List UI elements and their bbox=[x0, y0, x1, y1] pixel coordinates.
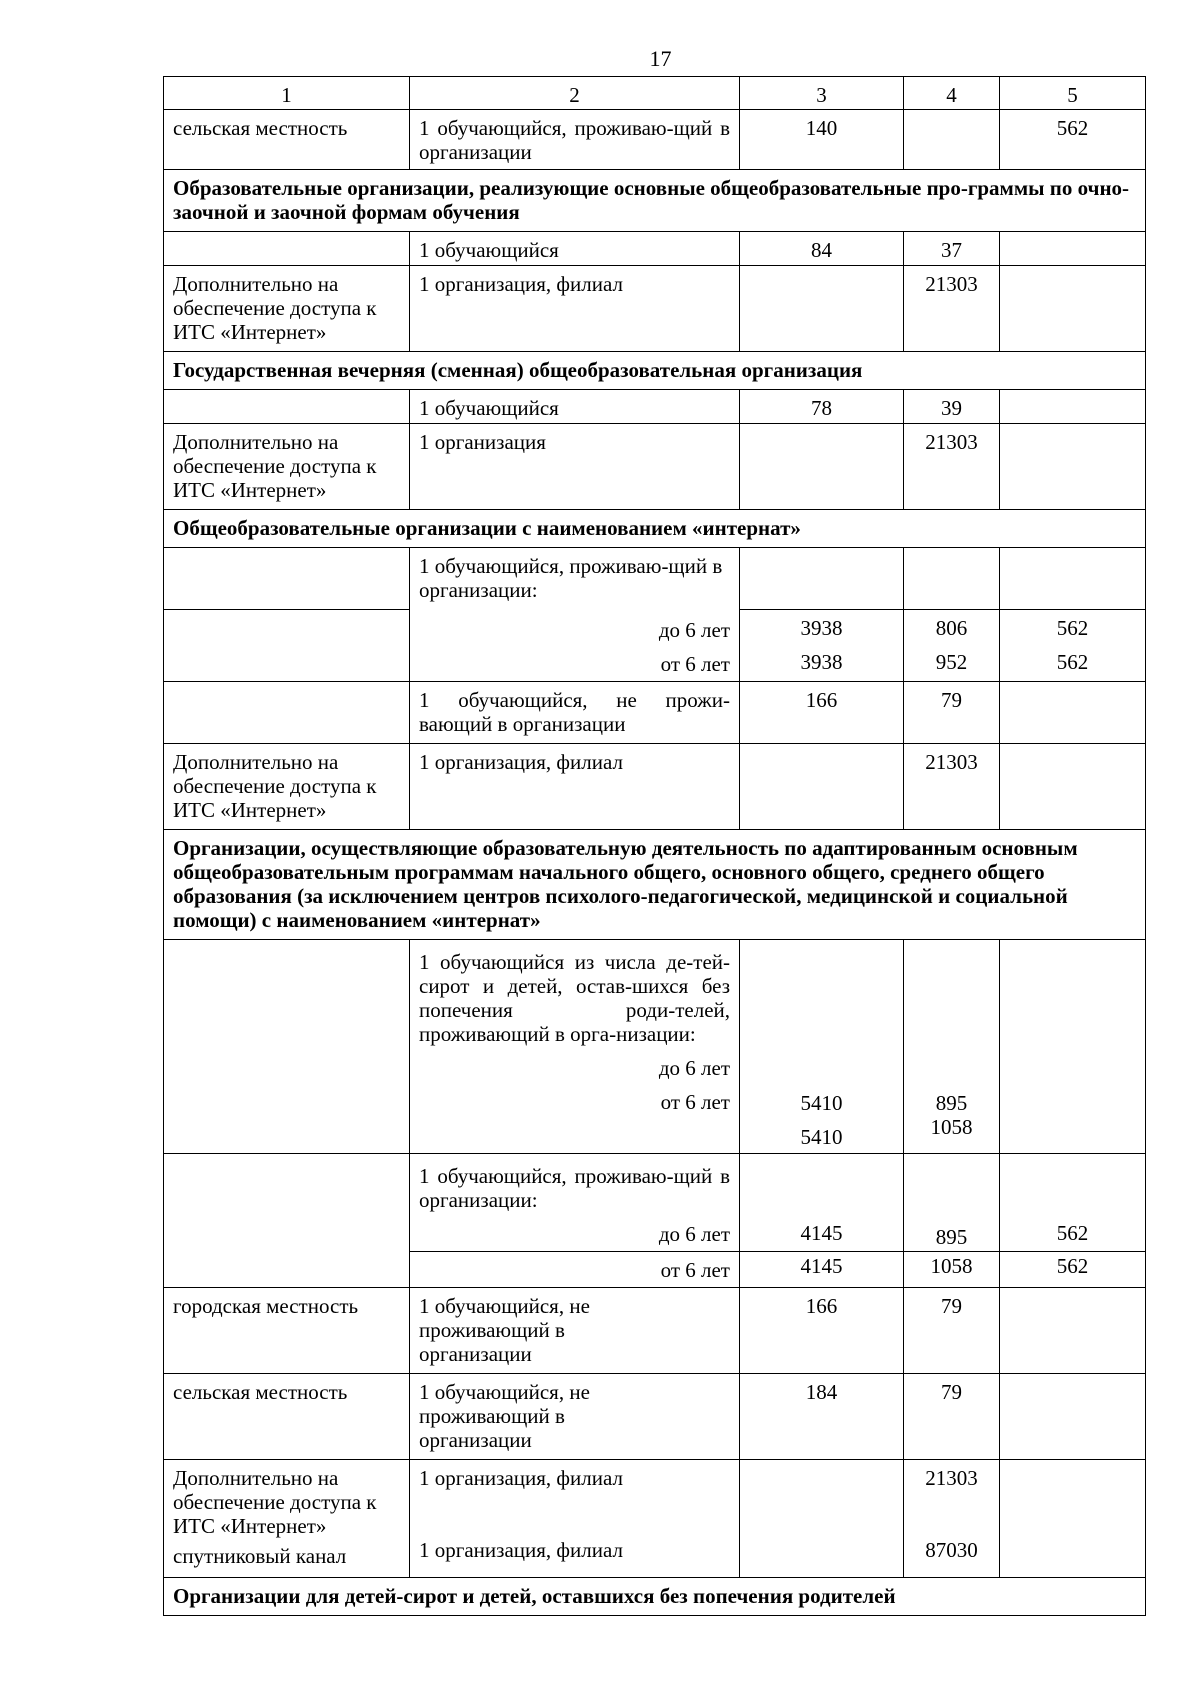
cell-value bbox=[904, 610, 1000, 682]
cell-unit bbox=[410, 1460, 740, 1578]
section-row bbox=[164, 1578, 1146, 1616]
value-text: 87030 bbox=[925, 1538, 978, 1562]
cell-unit bbox=[410, 940, 740, 1154]
value-text: 3938 bbox=[800, 616, 843, 640]
age-label: от 6 лет bbox=[660, 1258, 730, 1282]
cell-value: 166 bbox=[740, 1288, 904, 1374]
column-header: 5 bbox=[1000, 77, 1146, 110]
cell-value bbox=[1000, 610, 1146, 682]
column-header: 2 bbox=[410, 77, 740, 110]
value-text: 895 bbox=[935, 1091, 968, 1115]
age-label: до 6 лет bbox=[658, 618, 730, 642]
cell-value bbox=[904, 1460, 1000, 1578]
cell-value bbox=[1000, 390, 1146, 424]
value-text: 5410 bbox=[800, 1091, 843, 1115]
cell-value: 166 bbox=[740, 682, 904, 744]
cell-value: 37 bbox=[904, 232, 1000, 266]
table-header-row bbox=[164, 77, 1146, 110]
cell-category bbox=[164, 1154, 410, 1288]
cell-value: 21303 bbox=[904, 744, 1000, 830]
cell-unit bbox=[410, 548, 740, 682]
cell-category bbox=[164, 548, 410, 610]
value-text: 1058 bbox=[930, 1115, 973, 1139]
cell-value: 562 bbox=[1000, 110, 1146, 170]
cell-value bbox=[1000, 1460, 1146, 1578]
value-text: 806 bbox=[935, 616, 968, 640]
cell-category: городская местность bbox=[164, 1288, 410, 1374]
cell-unit bbox=[410, 1252, 740, 1288]
table-row bbox=[164, 390, 1146, 424]
value-text: 562 bbox=[1056, 616, 1089, 640]
cell-unit: 1 обучающийся, не проживающий в организации bbox=[410, 1288, 740, 1374]
cell-category: сельская местность bbox=[164, 1374, 410, 1460]
cell-category: Дополнительно на обеспечение доступа к ИТС «Интернет» bbox=[164, 744, 410, 830]
cell-value bbox=[1000, 424, 1146, 510]
table-row bbox=[164, 1154, 1146, 1252]
section-title: Государственная вечерняя (сменная) общеобразовательная организация bbox=[164, 352, 1146, 390]
cell-value: 1058 bbox=[904, 1252, 1000, 1288]
page-number: 17 bbox=[649, 46, 672, 71]
unit-text: 1 организация, филиал bbox=[419, 1538, 623, 1562]
section-row bbox=[164, 830, 1146, 940]
cell-value: 184 bbox=[740, 1374, 904, 1460]
cell-value bbox=[740, 744, 904, 830]
value-text: 21303 bbox=[925, 1466, 978, 1490]
section-row bbox=[164, 352, 1146, 390]
cell-value bbox=[740, 266, 904, 352]
cell-value bbox=[1000, 940, 1146, 1154]
cell-unit: 1 организация, филиал bbox=[410, 744, 740, 830]
cell-value bbox=[1000, 682, 1146, 744]
cell-value: 562 bbox=[1000, 1154, 1146, 1252]
cell-value: 4145 bbox=[740, 1154, 904, 1252]
cell-value bbox=[1000, 266, 1146, 352]
table-row bbox=[164, 682, 1146, 744]
section-title: Организации, осуществляющие образовательную деятельность по адаптированным основным общеобразовательным программам начального общего, основного общего, среднего общего образования (за исключением центров психолого-педагогической, медицинской и социальной помощи) с наименованием «интернат» bbox=[164, 830, 1146, 940]
tariff-table bbox=[163, 76, 1146, 1616]
cell-value bbox=[740, 610, 904, 682]
unit-text: 1 организация, филиал bbox=[419, 1466, 623, 1490]
unit-text: 1 обучающийся из числа де-тей-сирот и детей, остав-шихся без попечения роди-телей, проживающий в орга-низации: bbox=[419, 950, 730, 1046]
table-row bbox=[164, 232, 1146, 266]
cell-value bbox=[904, 110, 1000, 170]
cell-value bbox=[740, 940, 904, 1154]
cell-category bbox=[164, 232, 410, 266]
cell-value: 78 bbox=[740, 390, 904, 424]
cell-value: 79 bbox=[904, 1288, 1000, 1374]
cell-value bbox=[740, 548, 904, 610]
cell-value bbox=[1000, 744, 1146, 830]
category-text: Дополнительно на обеспечение доступа к ИТС «Интернет» bbox=[173, 1466, 377, 1538]
unit-text: 1 обучающийся, проживаю-щий в организации: bbox=[419, 554, 723, 602]
cell-value bbox=[740, 1460, 904, 1578]
cell-unit: 1 организация bbox=[410, 424, 740, 510]
section-title: Организации для детей-сирот и детей, оставшихся без попечения родителей bbox=[164, 1578, 1146, 1616]
table-row bbox=[164, 424, 1146, 510]
age-label: до 6 лет bbox=[658, 1056, 730, 1080]
age-label: от 6 лет bbox=[660, 1090, 730, 1114]
cell-category bbox=[164, 1460, 410, 1578]
cell-value: 39 bbox=[904, 390, 1000, 424]
section-row bbox=[164, 170, 1146, 232]
cell-unit: 1 обучающийся, не прожи-вающий в организации bbox=[410, 682, 740, 744]
cell-value: 79 bbox=[904, 682, 1000, 744]
cell-value bbox=[1000, 1374, 1146, 1460]
unit-text: 1 обучающийся, проживаю-щий в организации: bbox=[419, 1164, 730, 1212]
cell-category bbox=[164, 610, 410, 682]
value-text: 3938 bbox=[800, 650, 843, 674]
column-header: 3 bbox=[740, 77, 904, 110]
table-row bbox=[164, 940, 1146, 1154]
cell-value: 4145 bbox=[740, 1252, 904, 1288]
cell-category bbox=[164, 390, 410, 424]
cell-value: 562 bbox=[1000, 1252, 1146, 1288]
table-row bbox=[164, 1374, 1146, 1460]
cell-value: 79 bbox=[904, 1374, 1000, 1460]
cell-value bbox=[740, 424, 904, 510]
value-text: 562 bbox=[1056, 650, 1089, 674]
table-row bbox=[164, 266, 1146, 352]
cell-category: Дополнительно на обеспечение доступа к ИТС «Интернет» bbox=[164, 424, 410, 510]
cell-value: 21303 bbox=[904, 424, 1000, 510]
section-title: Общеобразовательные организации с наименованием «интернат» bbox=[164, 510, 1146, 548]
table-row bbox=[164, 110, 1146, 170]
table-row bbox=[164, 548, 1146, 610]
cell-category: сельская местность bbox=[164, 110, 410, 170]
table-row bbox=[164, 1288, 1146, 1374]
table-row bbox=[164, 1460, 1146, 1578]
cell-value: 140 bbox=[740, 110, 904, 170]
column-header: 1 bbox=[164, 77, 410, 110]
cell-unit: 1 обучающийся bbox=[410, 232, 740, 266]
section-title: Образовательные организации, реализующие основные общеобразовательные про-граммы по очно-заочной и заочной формам обучения bbox=[164, 170, 1146, 232]
cell-value bbox=[1000, 232, 1146, 266]
cell-unit: 1 обучающийся, не проживающий в организации bbox=[410, 1374, 740, 1460]
cell-value: 84 bbox=[740, 232, 904, 266]
column-header: 4 bbox=[904, 77, 1000, 110]
cell-category bbox=[164, 940, 410, 1154]
cell-unit: 1 обучающийся, проживаю-щий в организации bbox=[410, 110, 740, 170]
cell-unit bbox=[410, 1154, 740, 1252]
cell-value bbox=[1000, 548, 1146, 610]
cell-value: 21303 bbox=[904, 266, 1000, 352]
age-label: от 6 лет bbox=[660, 652, 730, 676]
cell-category: Дополнительно на обеспечение доступа к ИТС «Интернет» bbox=[164, 266, 410, 352]
section-row bbox=[164, 510, 1146, 548]
table-row bbox=[164, 744, 1146, 830]
cell-value bbox=[904, 940, 1000, 1154]
cell-unit: 1 организация, филиал bbox=[410, 266, 740, 352]
cell-value bbox=[904, 548, 1000, 610]
value-text: 5410 bbox=[800, 1125, 843, 1149]
age-label: до 6 лет bbox=[658, 1222, 730, 1246]
value-text: 952 bbox=[935, 650, 968, 674]
cell-value bbox=[1000, 1288, 1146, 1374]
cell-value: 895 bbox=[904, 1154, 1000, 1252]
cell-category bbox=[164, 682, 410, 744]
category-text: спутниковый канал bbox=[173, 1544, 347, 1568]
cell-unit: 1 обучающийся bbox=[410, 390, 740, 424]
